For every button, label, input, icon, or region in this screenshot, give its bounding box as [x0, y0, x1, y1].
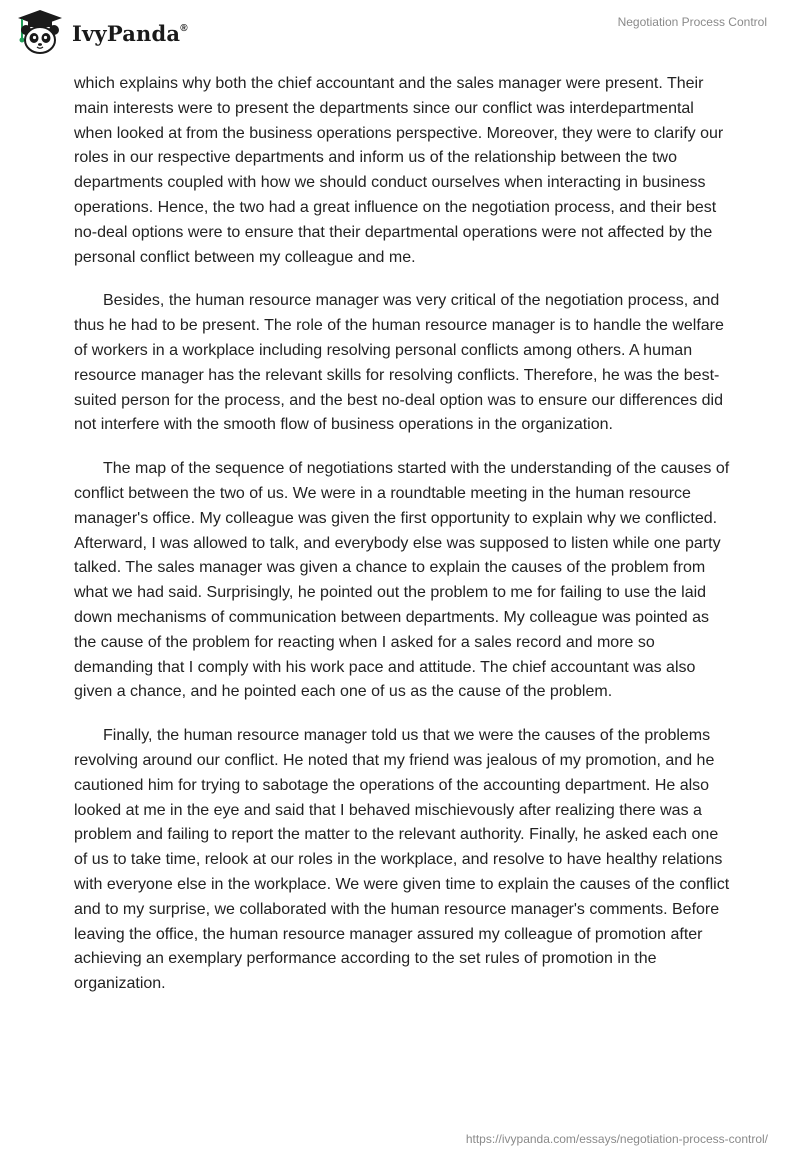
paragraph-2: Besides, the human resource manager was very critical of the negotiation process, and thus he had to be present. The role of the human resource manager is to handle the welfare of workers in a workplace including resolving personal conflicts among others. A human resource manager has the relevant skills for resolving conflicts. Therefore, he was the best-suited person for the process, and the best no-deal option was to ensure our differences did not interfere with the smooth flow of business operations in the organization. — [74, 292, 724, 434]
registered-mark: ® — [180, 22, 188, 34]
brand-name: IvyPanda® — [72, 20, 188, 46]
panda-graduate-icon — [14, 8, 66, 56]
paragraph-1: which explains why both the chief accountant and the sales manager were present. Their main interests were to present the departments since our conflict was interdepartmental when looked at from the business operations perspective. Moreover, they were to clarify our roles in our respective departments and inform us of the relationship between the two departments coupled with how we should conduct ourselves when interacting in business operations. Hence, the two had a great influence on the negotiation process, and their best no-deal options were to ensure that their departmental operations were not affected by the personal conflict between my colleague and me. — [74, 75, 724, 266]
paragraph-3: The map of the sequence of negotiations started with the understanding of the causes of conflict between the two of us. We were in a roundtable meeting in the human resource manager's office. My colleague was given the first opportunity to explain why we conflicted. Afterward, I was allowed to talk, and everybody else was supposed to listen while one party talked. The sales manager was given a chance to explain the causes of the problem from what we had said. Surprisingly, he pointed out the problem to me for failing to use the laid down mechanisms of communication between departments. My colleague was pointed as the cause of the problem for reacting when I asked for a sales record and more so demanding that I comply with his work pace and attitude. The chief accountant was also given a chance, and he pointed each one of us as the cause of the problem. — [74, 460, 730, 701]
brand-logo[interactable] — [14, 8, 188, 56]
page-header — [0, 0, 800, 70]
paragraph-4: Finally, the human resource manager told us that we were the causes of the problems revolving around our conflict. He noted that my friend was jealous of my promotion, and he cautioned him for trying to sabotage the operations of the accounting department. He also looked at me in the eye and said that I behaved mischievously after realizing there was a problem and failing to report the matter to the relevant authority. Finally, he asked each one of us to take time, relook at our roles in the workplace, and resolve to have healthy relations with everyone else in the workplace. We were given time to explain the causes of the conflict and to my surprise, we collaborated with the human resource manager's comments. Before leaving the office, the human resource manager assured my colleague of promotion after achieving an exemplary performance according to the set rules of promotion in the organization. — [74, 727, 730, 993]
essay-body — [74, 72, 734, 1016]
source-url[interactable]: https://ivypanda.com/essays/negotiation-process-control/ — [465, 1132, 768, 1146]
document-title: Negotiation Process Control — [617, 15, 767, 29]
